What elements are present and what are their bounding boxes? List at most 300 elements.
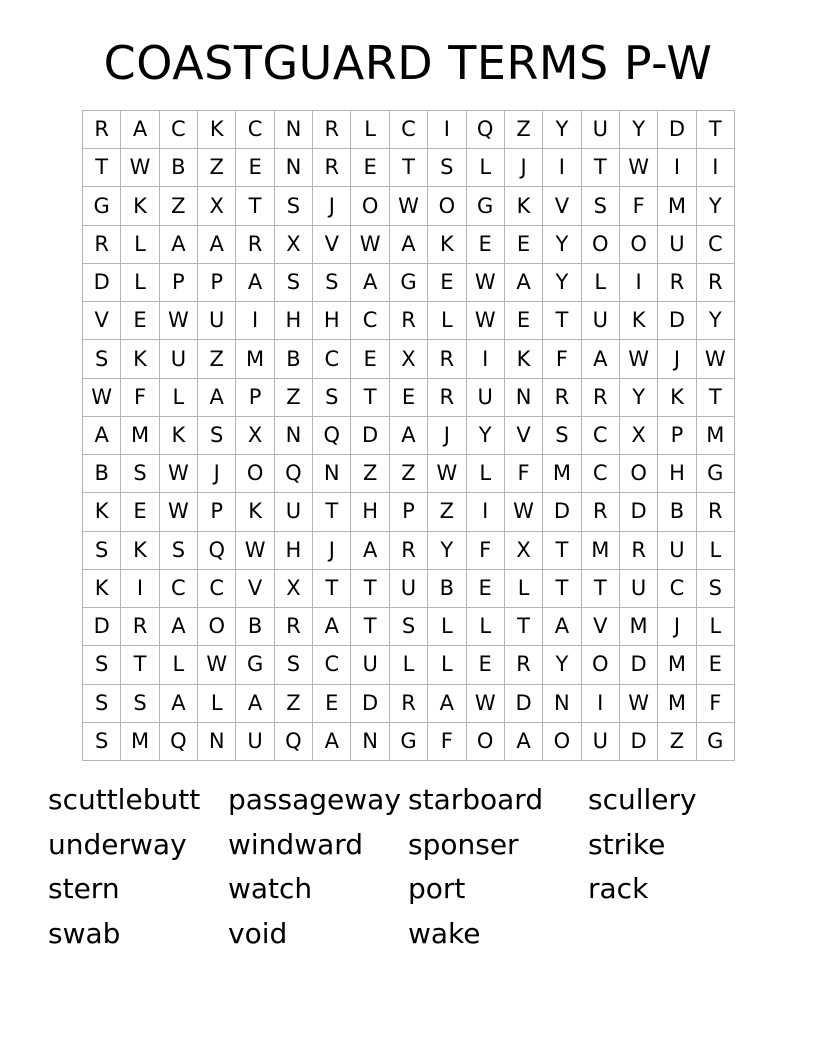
grid-cell: W (160, 493, 198, 531)
grid-cell: W (160, 302, 198, 340)
grid-cell: A (160, 226, 198, 264)
grid-cell: N (505, 379, 543, 417)
grid-cell: X (505, 532, 543, 570)
grid-cell: P (198, 493, 236, 531)
grid-cell: I (582, 685, 620, 723)
grid-cell: E (351, 149, 389, 187)
grid-cell: N (313, 455, 351, 493)
grid-cell: C (160, 111, 198, 149)
grid-cell: C (160, 570, 198, 608)
grid-cell: R (620, 532, 658, 570)
grid-cell: C (198, 570, 236, 608)
grid-cell: Y (697, 187, 735, 225)
grid-cell: J (658, 608, 696, 646)
grid-cell: T (543, 302, 581, 340)
word-list-item: rack (588, 872, 649, 906)
grid-cell: M (121, 723, 159, 761)
grid-cell: K (428, 226, 466, 264)
grid-cell: O (198, 608, 236, 646)
grid-cell: D (658, 302, 696, 340)
grid-cell: N (275, 111, 313, 149)
grid-cell: L (428, 302, 466, 340)
grid-cell: R (697, 264, 735, 302)
grid-cell: P (658, 417, 696, 455)
grid-cell: N (275, 417, 313, 455)
grid-cell: F (505, 455, 543, 493)
grid-cell: K (236, 493, 274, 531)
grid-cell: R (390, 302, 428, 340)
word-list-item: starboard (408, 783, 544, 816)
grid-cell: S (697, 570, 735, 608)
grid-cell: T (697, 111, 735, 149)
grid-cell: S (121, 455, 159, 493)
grid-cell: Y (543, 226, 581, 264)
grid-cell: D (543, 493, 581, 531)
grid-cell: Z (505, 111, 543, 149)
grid-cell: Y (467, 417, 505, 455)
grid-cell: L (121, 226, 159, 264)
grid-cell: L (121, 264, 159, 302)
grid-cell: O (428, 187, 466, 225)
grid-cell: F (620, 187, 658, 225)
word-list-item: stern (48, 872, 120, 906)
grid-cell: I (620, 264, 658, 302)
grid-cell: T (697, 379, 735, 417)
grid-cell: T (236, 187, 274, 225)
grid-cell: T (543, 532, 581, 570)
grid-cell: A (351, 264, 389, 302)
word-list-item: wake (408, 917, 481, 951)
grid-cell: W (390, 187, 428, 225)
grid-cell: W (620, 685, 658, 723)
grid-cell: L (697, 532, 735, 570)
grid-cell: A (313, 723, 351, 761)
grid-cell: G (236, 646, 274, 684)
grid-cell: K (160, 417, 198, 455)
grid-cell: M (236, 340, 274, 378)
grid-cell: M (697, 417, 735, 455)
grid-cell: Y (620, 111, 658, 149)
grid-cell: T (390, 149, 428, 187)
grid-cell: S (275, 264, 313, 302)
grid-cell: P (236, 379, 274, 417)
grid-cell: U (467, 379, 505, 417)
grid-cell: G (83, 187, 121, 225)
word-list-item: strike (588, 827, 666, 861)
grid-cell: A (505, 264, 543, 302)
grid-cell: D (620, 723, 658, 761)
grid-cell: Z (658, 723, 696, 761)
grid-cell: S (83, 340, 121, 378)
word-list-item: passageway (228, 783, 401, 816)
grid-cell: C (697, 226, 735, 264)
word-list-item: sponser (408, 827, 519, 861)
word-list (48, 778, 788, 957)
grid-cell: X (236, 417, 274, 455)
grid-cell: L (198, 685, 236, 723)
grid-cell: R (275, 608, 313, 646)
grid-cell: Q (160, 723, 198, 761)
grid-cell: B (658, 493, 696, 531)
grid-cell: I (236, 302, 274, 340)
grid-cell: P (198, 264, 236, 302)
grid-cell: I (121, 570, 159, 608)
grid-cell: A (582, 340, 620, 378)
grid-cell: A (313, 608, 351, 646)
grid-cell: B (275, 340, 313, 378)
grid-cell: S (83, 723, 121, 761)
grid-cell: U (582, 111, 620, 149)
grid-cell: S (83, 532, 121, 570)
grid-cell: L (697, 608, 735, 646)
grid-cell: E (121, 302, 159, 340)
grid-cell: W (467, 685, 505, 723)
grid-cell: A (236, 685, 274, 723)
grid-cell: D (351, 417, 389, 455)
grid-cell: K (121, 532, 159, 570)
grid-cell: A (198, 226, 236, 264)
grid-cell: X (198, 187, 236, 225)
grid-cell: S (275, 187, 313, 225)
grid-cell: J (313, 532, 351, 570)
grid-cell: D (658, 111, 696, 149)
grid-cell: O (467, 723, 505, 761)
grid-cell: V (83, 302, 121, 340)
grid-cell: Y (428, 532, 466, 570)
grid-cell: K (121, 187, 159, 225)
grid-cell: E (390, 379, 428, 417)
grid-cell: K (620, 302, 658, 340)
grid-cell: E (505, 226, 543, 264)
grid-cell: U (658, 532, 696, 570)
grid-cell: W (620, 340, 658, 378)
grid-cell: Z (198, 149, 236, 187)
grid-cell: Y (620, 379, 658, 417)
grid-cell: L (505, 570, 543, 608)
grid-cell: L (467, 149, 505, 187)
grid-cell: C (582, 417, 620, 455)
grid-cell: C (390, 111, 428, 149)
grid-cell: M (620, 608, 658, 646)
grid-cell: H (275, 302, 313, 340)
grid-cell: B (236, 608, 274, 646)
grid-cell: U (390, 570, 428, 608)
grid-cell: E (697, 646, 735, 684)
grid-cell: C (313, 646, 351, 684)
grid-cell: W (620, 149, 658, 187)
grid-cell: O (543, 723, 581, 761)
grid-cell: M (658, 187, 696, 225)
grid-cell: E (428, 264, 466, 302)
grid-cell: D (83, 608, 121, 646)
grid-cell: W (697, 340, 735, 378)
grid-cell: W (121, 149, 159, 187)
grid-cell: T (121, 646, 159, 684)
grid-cell: S (83, 685, 121, 723)
grid-cell: E (467, 226, 505, 264)
letter-grid (82, 110, 735, 761)
grid-cell: Y (543, 111, 581, 149)
word-list-item: watch (228, 872, 313, 906)
grid-cell: O (582, 646, 620, 684)
grid-cell: M (121, 417, 159, 455)
grid-cell: H (658, 455, 696, 493)
grid-cell: C (582, 455, 620, 493)
grid-cell: J (428, 417, 466, 455)
grid-cell: R (697, 493, 735, 531)
word-list-item: scullery (588, 783, 697, 816)
word-list-item: port (408, 872, 466, 906)
grid-cell: K (83, 493, 121, 531)
grid-cell: E (121, 493, 159, 531)
grid-cell: N (198, 723, 236, 761)
grid-cell: X (275, 226, 313, 264)
grid-cell: K (505, 187, 543, 225)
word-list-item: windward (228, 827, 364, 861)
grid-cell: L (467, 455, 505, 493)
word-list-item: swab (48, 917, 121, 951)
grid-cell: I (658, 149, 696, 187)
grid-cell: Z (428, 493, 466, 531)
grid-cell: T (505, 608, 543, 646)
grid-cell: O (620, 226, 658, 264)
grid-cell: I (467, 340, 505, 378)
grid-cell: H (351, 493, 389, 531)
grid-cell: W (198, 646, 236, 684)
grid-cell: I (543, 149, 581, 187)
grid-cell: F (428, 723, 466, 761)
grid-cell: M (658, 646, 696, 684)
grid-cell: J (313, 187, 351, 225)
grid-cell: L (160, 379, 198, 417)
grid-cell: A (198, 379, 236, 417)
grid-cell: S (390, 608, 428, 646)
grid-cell: N (543, 685, 581, 723)
grid-cell: B (428, 570, 466, 608)
grid-cell: R (236, 226, 274, 264)
grid-cell: U (658, 226, 696, 264)
grid-cell: R (83, 226, 121, 264)
grid-cell: J (198, 455, 236, 493)
grid-cell: B (160, 149, 198, 187)
grid-cell: K (505, 340, 543, 378)
grid-cell: O (351, 187, 389, 225)
grid-cell: W (160, 455, 198, 493)
grid-cell: E (351, 340, 389, 378)
grid-cell: E (467, 570, 505, 608)
grid-cell: R (582, 493, 620, 531)
grid-cell: S (83, 646, 121, 684)
grid-cell: S (160, 532, 198, 570)
grid-cell: Y (543, 646, 581, 684)
grid-cell: Z (160, 187, 198, 225)
grid-cell: P (390, 493, 428, 531)
grid-cell: L (390, 646, 428, 684)
grid-cell: V (543, 187, 581, 225)
grid-cell: F (543, 340, 581, 378)
grid-cell: C (313, 340, 351, 378)
grid-cell: R (390, 685, 428, 723)
grid-cell: O (582, 226, 620, 264)
grid-cell: W (428, 455, 466, 493)
grid-cell: M (543, 455, 581, 493)
grid-cell: N (351, 723, 389, 761)
grid-cell: E (505, 302, 543, 340)
grid-cell: W (236, 532, 274, 570)
grid-cell: R (582, 379, 620, 417)
grid-cell: Q (313, 417, 351, 455)
grid-cell: V (582, 608, 620, 646)
grid-cell: G (697, 723, 735, 761)
word-list-item: void (228, 917, 288, 951)
grid-cell: A (121, 111, 159, 149)
grid-cell: V (313, 226, 351, 264)
grid-cell: F (697, 685, 735, 723)
grid-cell: T (582, 570, 620, 608)
grid-cell: R (428, 379, 466, 417)
grid-cell: I (428, 111, 466, 149)
grid-cell: Q (467, 111, 505, 149)
grid-cell: D (620, 493, 658, 531)
grid-cell: J (658, 340, 696, 378)
grid-cell: A (83, 417, 121, 455)
grid-cell: G (697, 455, 735, 493)
grid-cell: U (620, 570, 658, 608)
grid-cell: O (236, 455, 274, 493)
grid-cell: R (428, 340, 466, 378)
grid-cell: R (313, 111, 351, 149)
grid-cell: Z (351, 455, 389, 493)
grid-cell: K (198, 111, 236, 149)
grid-cell: K (121, 340, 159, 378)
puzzle-title: COASTGUARD TERMS P-W (103, 36, 713, 90)
grid-cell: T (351, 570, 389, 608)
grid-cell: A (160, 608, 198, 646)
grid-cell: F (467, 532, 505, 570)
grid-cell: D (351, 685, 389, 723)
grid-cell: D (83, 264, 121, 302)
grid-cell: A (505, 723, 543, 761)
grid-cell: V (236, 570, 274, 608)
grid-cell: D (620, 646, 658, 684)
grid-cell: L (160, 646, 198, 684)
grid-cell: T (543, 570, 581, 608)
grid-cell: S (313, 264, 351, 302)
grid-cell: R (313, 149, 351, 187)
grid-cell: N (275, 149, 313, 187)
grid-cell: A (543, 608, 581, 646)
grid-cell: Z (390, 455, 428, 493)
grid-cell: B (83, 455, 121, 493)
grid-cell: L (428, 608, 466, 646)
grid-cell: O (620, 455, 658, 493)
grid-cell: U (236, 723, 274, 761)
grid-cell: U (160, 340, 198, 378)
grid-cell: H (275, 532, 313, 570)
grid-cell: G (467, 187, 505, 225)
grid-cell: W (505, 493, 543, 531)
grid-cell: K (658, 379, 696, 417)
grid-cell: L (467, 608, 505, 646)
grid-cell: A (160, 685, 198, 723)
grid-cell: S (543, 417, 581, 455)
grid-cell: W (83, 379, 121, 417)
word-list-item: scuttlebutt (48, 783, 201, 816)
grid-cell: T (351, 608, 389, 646)
grid-cell: T (313, 570, 351, 608)
grid-cell: A (236, 264, 274, 302)
grid-cell: G (390, 723, 428, 761)
grid-cell: X (390, 340, 428, 378)
word-list-item: underway (48, 827, 187, 861)
grid-cell: E (236, 149, 274, 187)
grid-cell: U (275, 493, 313, 531)
grid-cell: M (658, 685, 696, 723)
grid-cell: R (505, 646, 543, 684)
grid-cell: A (390, 226, 428, 264)
grid-cell: I (697, 149, 735, 187)
grid-cell: X (275, 570, 313, 608)
grid-cell: R (543, 379, 581, 417)
grid-cell: U (582, 723, 620, 761)
grid-cell: J (505, 149, 543, 187)
grid-cell: A (428, 685, 466, 723)
grid-cell: X (620, 417, 658, 455)
grid-cell: S (313, 379, 351, 417)
grid-cell: R (658, 264, 696, 302)
grid-cell: D (505, 685, 543, 723)
grid-cell: C (658, 570, 696, 608)
grid-cell: W (467, 264, 505, 302)
grid-cell: C (236, 111, 274, 149)
grid-cell: L (351, 111, 389, 149)
grid-cell: S (121, 685, 159, 723)
grid-cell: Q (275, 455, 313, 493)
grid-cell: I (467, 493, 505, 531)
grid-cell: C (351, 302, 389, 340)
grid-cell: R (390, 532, 428, 570)
grid-cell: Z (275, 379, 313, 417)
grid-cell: P (160, 264, 198, 302)
grid-cell: T (351, 379, 389, 417)
grid-cell: L (428, 646, 466, 684)
grid-cell: U (351, 646, 389, 684)
grid-cell: U (198, 302, 236, 340)
grid-cell: R (121, 608, 159, 646)
grid-cell: Y (543, 264, 581, 302)
grid-cell: L (582, 264, 620, 302)
grid-cell: W (467, 302, 505, 340)
grid-cell: R (83, 111, 121, 149)
grid-cell: U (582, 302, 620, 340)
grid-cell: T (582, 149, 620, 187)
grid-cell: V (505, 417, 543, 455)
grid-cell: K (83, 570, 121, 608)
grid-cell: E (313, 685, 351, 723)
grid-cell: G (390, 264, 428, 302)
grid-cell: S (582, 187, 620, 225)
grid-cell: F (121, 379, 159, 417)
grid-cell: Q (198, 532, 236, 570)
grid-cell: S (275, 646, 313, 684)
grid-cell: E (467, 646, 505, 684)
grid-cell: S (198, 417, 236, 455)
grid-cell: T (83, 149, 121, 187)
grid-cell: H (313, 302, 351, 340)
grid-cell: M (582, 532, 620, 570)
grid-cell: Y (697, 302, 735, 340)
grid-cell: A (390, 417, 428, 455)
